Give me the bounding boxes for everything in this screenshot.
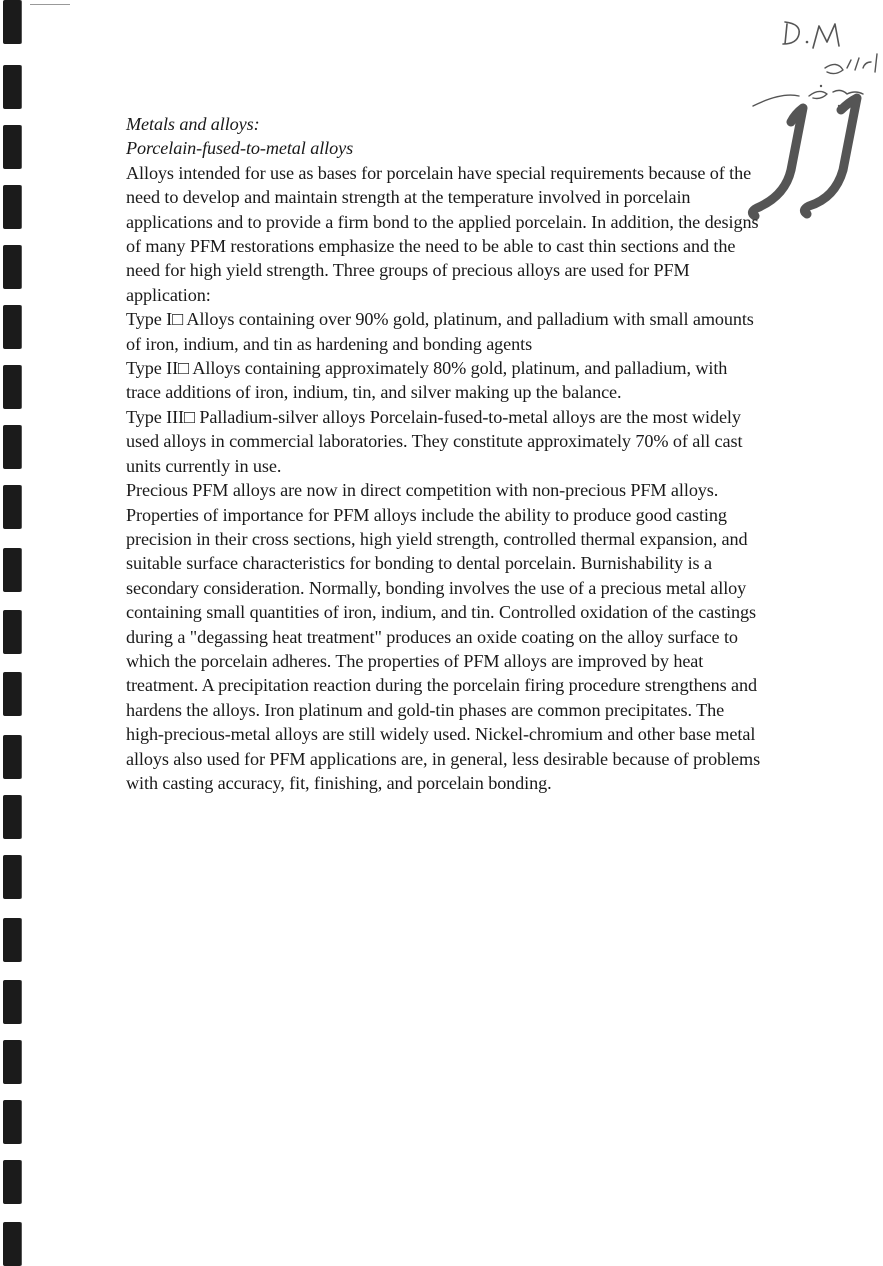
type-one-paragraph: Type I□ Alloys containing over 90% gold, platinum, and palladium with small amounts of iron, indium, and tin as hardening and bonding agents: [126, 309, 754, 354]
top-edge-line: [30, 4, 70, 5]
binding-hole: [3, 1222, 21, 1266]
binding-hole: [3, 1100, 21, 1144]
binding-hole: [3, 65, 21, 109]
binding-hole: [3, 305, 21, 349]
binding-hole: [3, 918, 21, 962]
section-heading: Metals and alloys:: [126, 114, 260, 134]
binding-hole: [3, 185, 21, 229]
binding-hole: [3, 245, 21, 289]
binding-hole: [3, 1040, 21, 1084]
section-subheading: Porcelain-fused-to-metal alloys: [126, 138, 354, 159]
binding-hole: [3, 1160, 21, 1204]
binding-hole: [3, 795, 21, 839]
binding-hole: [3, 425, 21, 469]
document-body: [126, 112, 766, 795]
precious-alloys-paragraph: Precious PFM alloys are now in direct competition with non-precious PFM alloys. Properties of importance for PFM alloys include the ability to produce good casting precision in their cross sections, high yield strength, controlled thermal expansion, and suitable surface characteristics for bonding to dental porcelain. Burnishability is a secondary consideration. Normally, bonding involves the use of a precious metal alloy containing small quantities of iron, indium, and tin. Controlled oxidation of the castings during a "degassing heat treatment" produces an oxide coating on the alloy surface to which the porcelain adheres. The properties of PFM alloys are improved by heat treatment. A precipitation reaction during the porcelain firing procedure strengthens and hardens the alloys. Iron platinum and gold-tin phases are common precipitates. The high-precious-metal alloys are still widely used. Nickel-chromium and other base metal alloys also used for PFM applications are, in general, less desirable because of problems with casting accuracy, fit, finishing, and porcelain bonding.: [126, 480, 761, 793]
intro-paragraph: Alloys intended for use as bases for porcelain have special requirements because of the need to develop and maintain strength at the temperature involved in porcelain applications and to provide a firm bond to the applied porcelain. In addition, the designs of many PFM restorations emphasize the need to be able to cast thin sections and the need for high yield strength. Three groups of precious alloys are used for PFM application:: [126, 162, 759, 305]
binding-hole: [3, 735, 21, 779]
binding-hole: [3, 125, 21, 169]
type-two-paragraph: Type II□ Alloys containing approximately 80% gold, platinum, and palladium, with trace additions of iron, indium, tin, and silver making up the balance.: [126, 358, 728, 403]
binding-hole: [3, 485, 21, 529]
spiral-binding-holes: [0, 0, 30, 1254]
binding-hole: [3, 610, 21, 654]
binding-hole: [3, 672, 21, 716]
binding-hole: [3, 365, 21, 409]
binding-hole: [3, 980, 21, 1024]
binding-hole: [3, 0, 21, 44]
type-three-paragraph: Type III□ Palladium-silver alloys Porcelain-fused-to-metal alloys are the most widely used alloys in commercial laboratories. They constitute approximately 70% of all cast units currently in use.: [126, 406, 743, 476]
binding-hole: [3, 855, 21, 899]
binding-hole: [3, 548, 21, 592]
